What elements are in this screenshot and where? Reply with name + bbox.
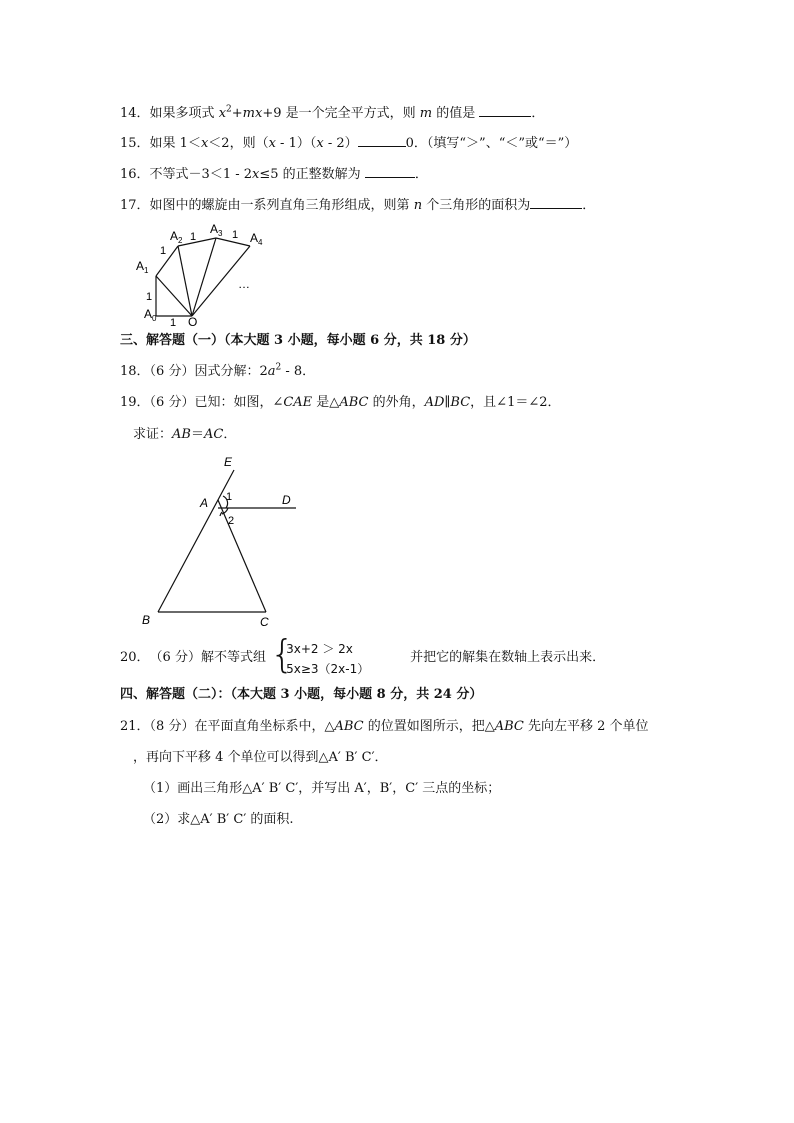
answer-blank[interactable] bbox=[358, 134, 406, 147]
label-one: 1 bbox=[232, 229, 239, 241]
question-21-line2: ，再向下平移 4 个单位可以得到△A′ B′ C′． bbox=[133, 750, 388, 765]
label-O: O bbox=[188, 315, 198, 326]
label-angle-1: 1 bbox=[226, 491, 233, 503]
label-C: C bbox=[260, 615, 269, 629]
question-19-proof: 求证：AB＝AC． bbox=[133, 427, 237, 442]
question-21-part2: （2）求△A′ B′ C′ 的面积. bbox=[143, 812, 294, 827]
answer-blank[interactable] bbox=[479, 104, 531, 117]
ellipsis: … bbox=[238, 277, 250, 291]
label-one: 1 bbox=[170, 317, 177, 326]
section-4-heading: 四、解答题（二）：（本大题 3 小题，每小题 8 分，共 24 分） bbox=[120, 687, 483, 702]
inequality-system: { 3x+2 ＞ 2x 5x≥3（2x-1） bbox=[270, 632, 370, 676]
label-A3: $A_3$ bbox=[210, 222, 223, 238]
label-D: D bbox=[282, 493, 291, 507]
label-A: A bbox=[200, 496, 209, 510]
label-one: 1 bbox=[190, 231, 197, 243]
label-A4: $A_4$ bbox=[250, 231, 263, 247]
label-one: 1 bbox=[160, 245, 167, 257]
question-18: 18．（6 分）因式分解：$2a^2 - 8$． bbox=[120, 362, 316, 379]
question-14: 14．如果多项式 $x^2+mx+9$ 是一个完全平方式，则 m 的值是 ． bbox=[120, 104, 545, 121]
question-16: 16．不等式－3＜1 - 2x≤5 的正整数解为 ． bbox=[120, 167, 428, 182]
label-E: E bbox=[224, 455, 233, 469]
question-17: 17．如图中的螺旋由一系列直角三角形组成，则第 n 个三角形的面积为 ． bbox=[120, 198, 596, 213]
spiral-triangles-figure bbox=[130, 218, 270, 326]
question-21: 21．（8 分）在平面直角坐标系中，△ABC 的位置如图所示，把△ABC 先向左平移 2 个单位 bbox=[120, 719, 649, 734]
answer-blank[interactable] bbox=[365, 165, 415, 178]
triangle-exterior-angle-figure bbox=[136, 452, 302, 630]
brace-icon: { bbox=[270, 632, 295, 676]
label-one: 1 bbox=[146, 291, 153, 303]
question-20: 20．（6 分）解不等式组 { 3x+2 ＞ 2x 5x≥3（2x-1） 并把它的解集在数轴上表示出来． bbox=[120, 632, 606, 676]
question-21-part1: （1）画出三角形△A′ B′ C′，并写出 A′，B′，C′ 三点的坐标； bbox=[143, 781, 501, 796]
answer-blank[interactable] bbox=[530, 196, 582, 209]
label-B: B bbox=[142, 613, 151, 627]
label-A2: $A_2$ bbox=[170, 229, 183, 245]
label-angle-2: 2 bbox=[228, 515, 235, 527]
section-3-heading: 三、解答题（一）（本大题 3 小题，每小题 6 分，共 18 分） bbox=[120, 333, 476, 348]
label-A1: $A_1$ bbox=[136, 259, 149, 275]
question-19: 19．（6 分）已知：如图，∠CAE 是△ABC 的外角，AD∥BC，且∠1＝∠2． bbox=[120, 395, 561, 410]
question-15: 15．如果 1＜x＜2，则（x - 1）（x - 2） 0．（填写“＞”、“＜”或“＝”） bbox=[120, 136, 578, 151]
label-A0: $A_0$ bbox=[144, 307, 157, 323]
